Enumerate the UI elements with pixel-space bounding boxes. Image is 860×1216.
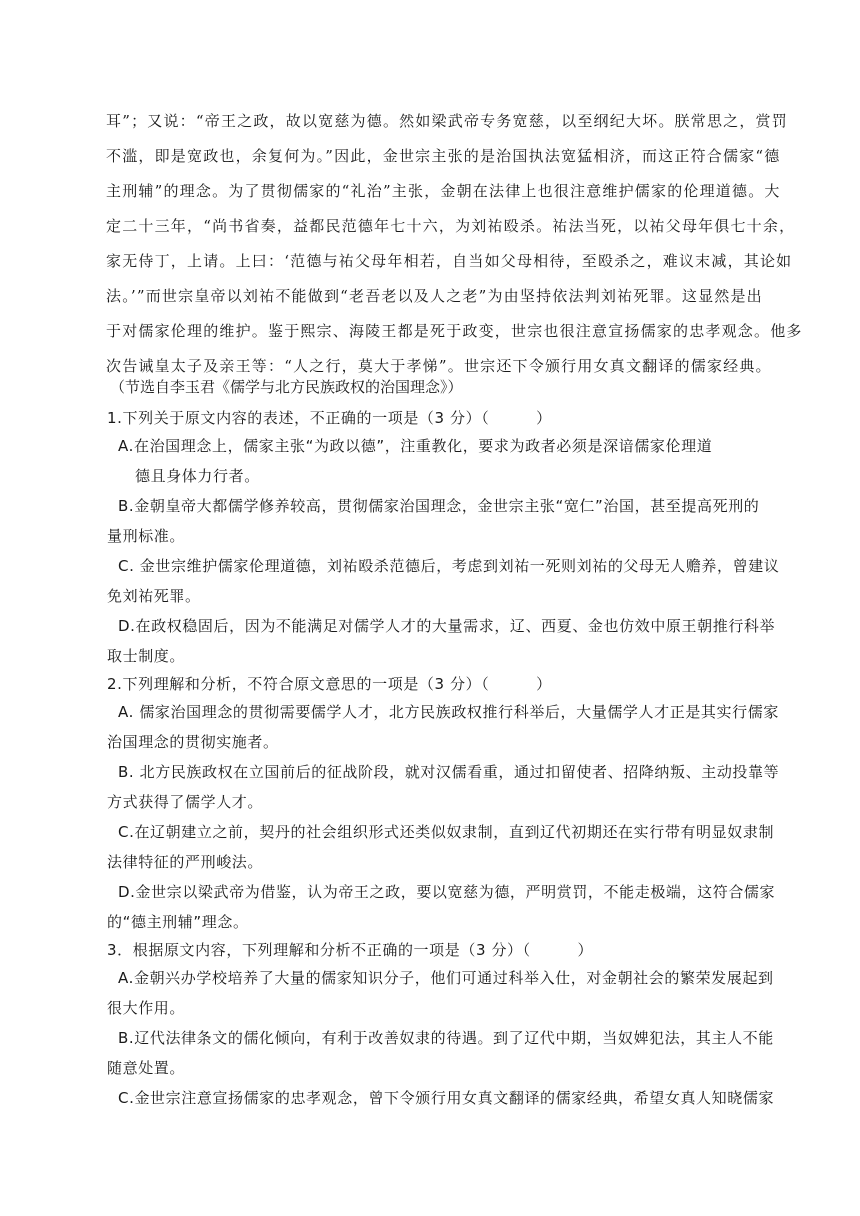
option-line: C.金世宗注意宣扬儒家的忠孝观念，曾下令颁行用女真文翻译的儒家经典，希望女真人知晓儒家 <box>118 1089 775 1107</box>
option-line: 方式获得了儒学人才。 <box>107 793 264 811</box>
option-line: D.在政权稳固后，因为不能满足对儒学人才的大量需求，辽、西夏、金也仿效中原王朝推行科举 <box>118 617 776 635</box>
passage-line: 耳”；又说：“帝王之政，故以宽慈为德。然如梁武帝专务宽慈，以至纲纪大坏。朕常思之，赏罚 <box>106 112 788 130</box>
option-line: C. 金世宗维护儒家伦理道德，刘祐殴杀范德后，考虑到刘祐一死则刘祐的父母无人赡养，曾建议 <box>118 557 780 575</box>
option-c <box>107 551 780 611</box>
option-a <box>118 431 759 491</box>
passage-line: 法。’”而世宗皇帝以刘祐不能做到“老吾老以及人之老”为由坚持依法判刘祐死罪。这显然是出 <box>106 287 763 305</box>
passage-line: 家无侍丁，上请。上曰：‘范德与祐父母年相若，自当如父母相待，至殴杀之，难议末减，其论如 <box>106 252 793 270</box>
option-line: A.在治国理念上，儒家主张“为政以德”，注重教化，要求为政者必须是深谙儒家伦理道 <box>118 437 713 455</box>
question-1 <box>107 405 780 671</box>
option-line: B. 北方民族政权在立国前后的征战阶段，就对汉儒看重，通过扣留使者、招降纳叛、主动投靠等 <box>118 763 780 781</box>
option-line: 法律特征的严刑峻法。 <box>107 853 264 871</box>
option-line: D.金世宗以梁武帝为借鉴，认为帝王之政，要以宽慈为德，严明赏罚，不能走极端，这符合儒家 <box>118 883 776 901</box>
question-stem: 3．根据原文内容，下列理解和分析不正确的一项是（3 分）（ ） <box>107 941 594 959</box>
option-line: 量刑标准。 <box>107 527 186 545</box>
passage-line: 不滥，即是宽政也，余复何为。”因此，金世宗主张的是治国执法宽猛相济，而这正符合儒家“德 <box>106 147 781 165</box>
passage-line: 主刑辅”的理念。为了贯彻儒家的“礼治”主张，金朝在法律上也很注意维护儒家的伦理道德。大 <box>106 182 781 200</box>
option-line: A.金朝兴办学校培养了大量的儒家知识分子，他们可通过科举入仕，对金朝社会的繁荣发展起到 <box>118 969 774 987</box>
option-b <box>107 757 780 817</box>
passage-line: 定二十三年，“尚书省奏，益都民范德年七十六，为刘祐殴杀。祐法当死，以祐父母年俱七十余， <box>106 217 796 235</box>
option-a <box>107 963 774 1023</box>
option-line: C.在辽朝建立之前，契丹的社会组织形式还类似奴隶制，直到辽代初期还在实行带有明显奴隶制 <box>118 823 775 841</box>
option-d <box>107 877 776 937</box>
question-3 <box>107 937 775 1113</box>
passage-line: 于对儒家伦理的维护。鉴于熙宗、海陵王都是死于政变，世宗也很注意宣扬儒家的忠孝观念。他多 <box>106 322 803 340</box>
option-line: A. 儒家治国理念的贯彻需要儒学人才，北方民族政权推行科举后，大量儒学人才正是其实行儒家 <box>118 703 779 721</box>
option-c <box>107 817 775 877</box>
question-list <box>107 405 780 1113</box>
question-stem: 2.下列理解和分析，不符合原文意思的一项是（3 分）（ ） <box>107 675 552 693</box>
question-2 <box>107 671 780 937</box>
option-line: B.金朝皇帝大都儒学修养较高，贯彻儒家治国理念，金世宗主张“宽仁”治国，甚至提高死刑的 <box>118 497 760 515</box>
option-line: 取士制度。 <box>107 647 186 665</box>
option-line: 很大作用。 <box>107 999 186 1017</box>
passage-line: 次告诫皇太子及亲王等：“人之行，莫大于孝悌”。世宗还下令颁行用女真文翻译的儒家经典。 <box>106 357 772 375</box>
option-line: 治国理念的贯彻实施者。 <box>107 733 279 751</box>
passage-source: （节选自李玉君《儒学与北方民族政权的治国理念》） <box>110 378 463 396</box>
option-line: 随意处置。 <box>107 1059 186 1077</box>
option-b <box>107 491 760 551</box>
question-stem: 1.下列关于原文内容的表述，不正确的一项是（3 分）（ ） <box>107 409 552 427</box>
option-line: B.辽代法律条文的儒化倾向，有利于改善奴隶的待遇。到了辽代中期，当奴婢犯法，其主人不能 <box>118 1029 774 1047</box>
option-c <box>118 1083 775 1113</box>
option-d <box>107 611 776 671</box>
option-line: 德且身体力行者。 <box>135 467 260 485</box>
option-b <box>107 1023 774 1083</box>
passage-text <box>106 104 803 384</box>
option-a <box>107 697 779 757</box>
option-line: 的“德主刑辅”理念。 <box>107 913 249 931</box>
option-line: 免刘祐死罪。 <box>107 587 201 605</box>
